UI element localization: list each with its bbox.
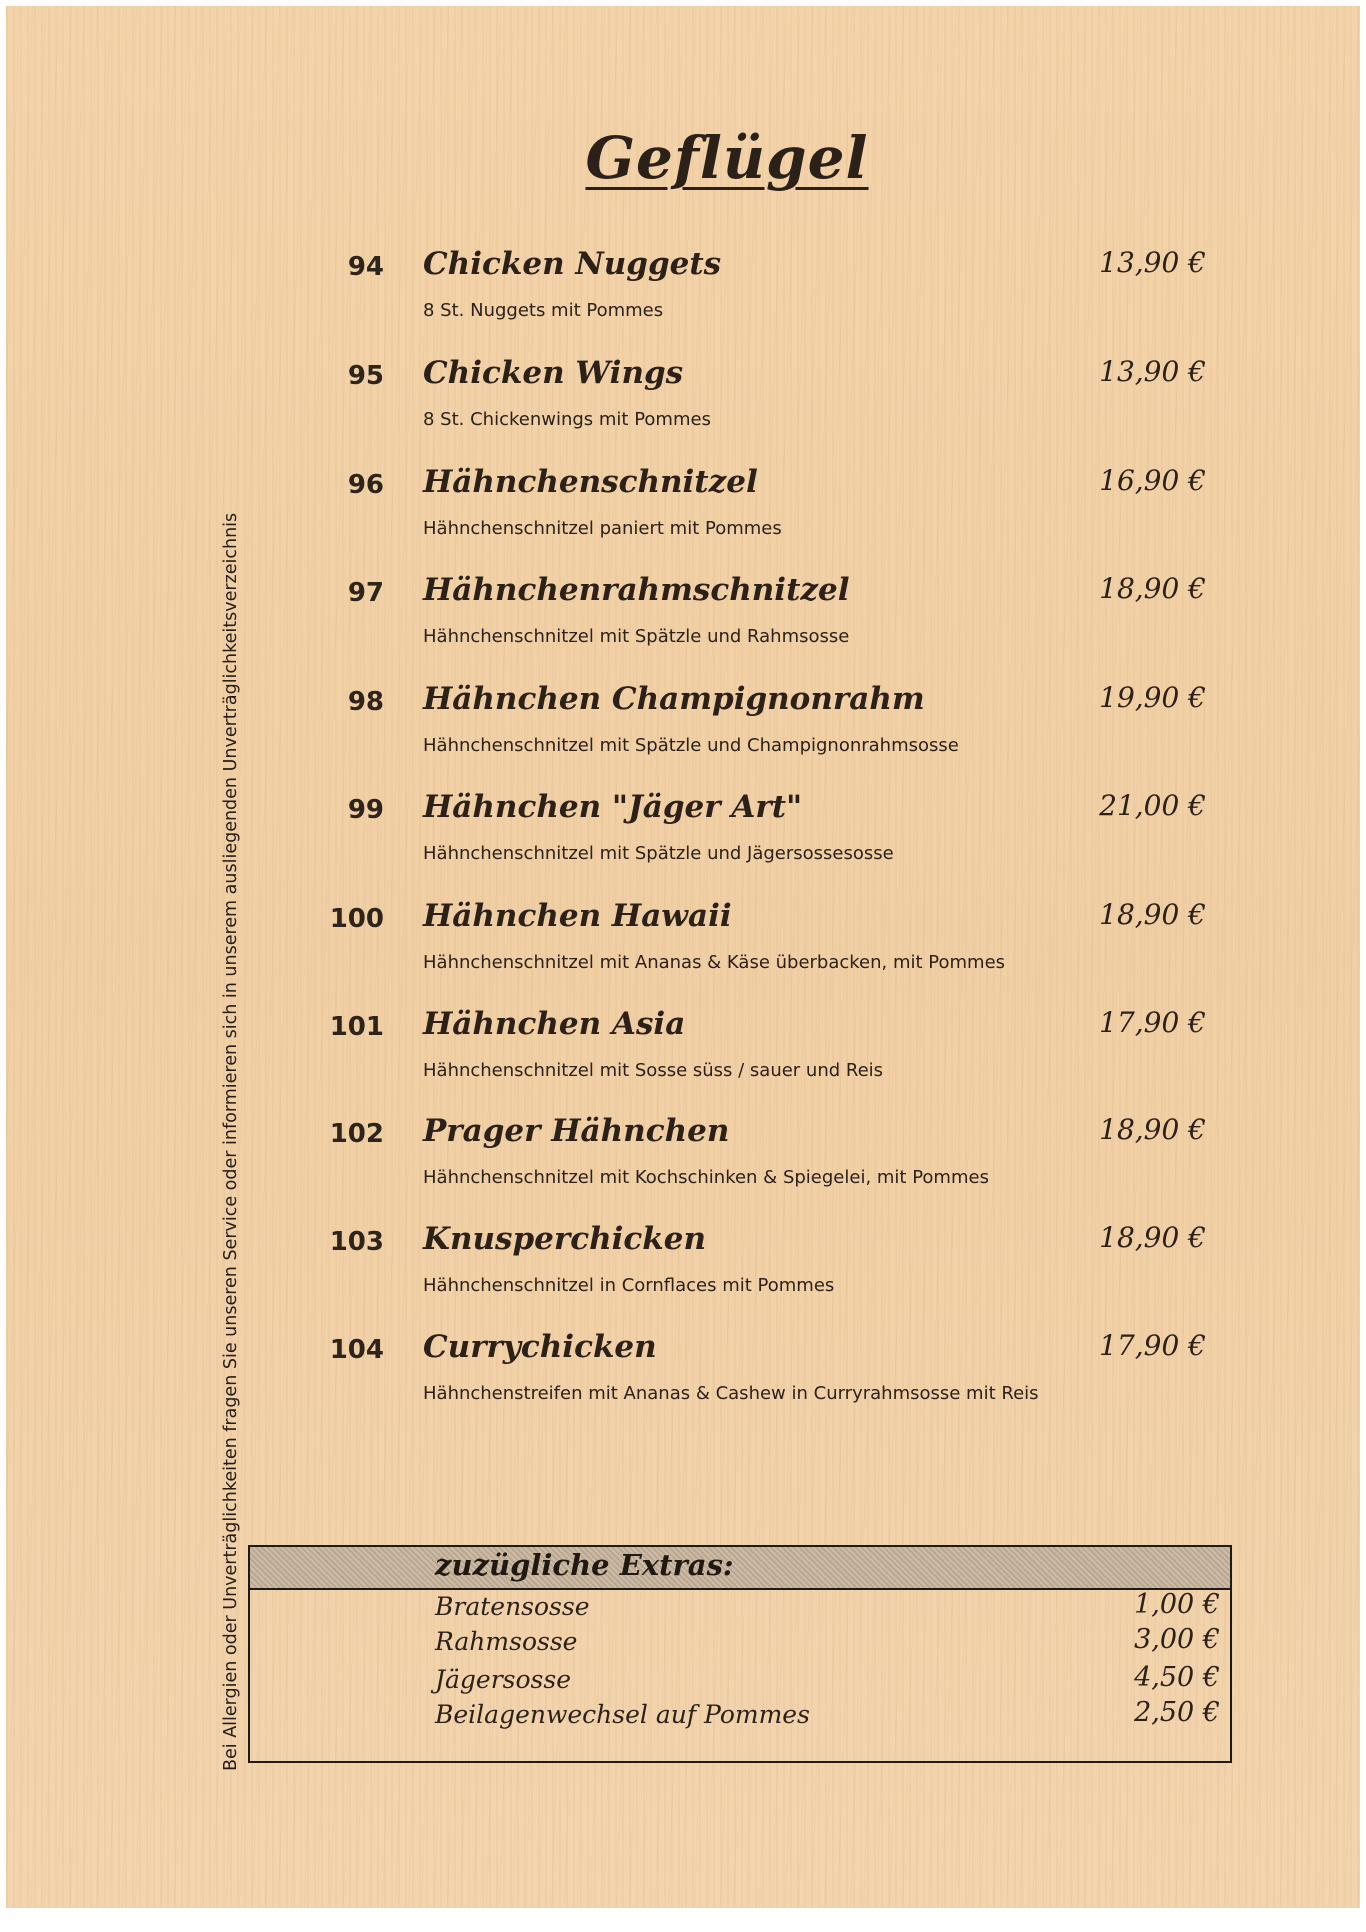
item-number: 95 xyxy=(347,361,384,391)
menu-item xyxy=(6,681,1366,781)
item-name: Currychicken xyxy=(423,1329,657,1365)
item-price: 17,90 € xyxy=(1099,1329,1206,1362)
menu-item xyxy=(6,355,1366,455)
extra-name: Rahmsosse xyxy=(435,1627,578,1656)
page-title: Geflügel xyxy=(585,124,869,192)
item-name: Hähnchen Asia xyxy=(423,1006,686,1042)
item-number: 102 xyxy=(329,1119,384,1149)
item-number: 101 xyxy=(329,1012,384,1042)
extra-price: 4,50 € xyxy=(1134,1662,1220,1693)
menu-item xyxy=(6,1329,1366,1459)
item-name: Hähnchenschnitzel xyxy=(423,464,758,500)
item-description: Hähnchenschnitzel mit Kochschinken & Spiegelei, mit Pommes xyxy=(423,1167,989,1188)
extra-row xyxy=(250,1697,1230,1736)
item-price: 18,90 € xyxy=(1099,1221,1206,1254)
item-price: 21,00 € xyxy=(1099,789,1206,822)
item-price: 19,90 € xyxy=(1099,681,1206,714)
menu-item xyxy=(6,1006,1366,1106)
item-number: 98 xyxy=(347,687,384,717)
item-description: 8 St. Nuggets mit Pommes xyxy=(423,300,664,321)
extra-name: Jägersosse xyxy=(435,1665,572,1694)
item-description: Hähnchenschnitzel mit Spätzle und Rahmsosse xyxy=(423,626,850,647)
menu-item xyxy=(6,464,1366,564)
extra-price: 2,50 € xyxy=(1134,1697,1220,1728)
item-name: Knusperchicken xyxy=(423,1221,707,1257)
item-description: Hähnchenschnitzel in Cornflaces mit Pommes xyxy=(423,1275,835,1296)
item-description: Hähnchenschnitzel mit Ananas & Käse überbacken, mit Pommes xyxy=(423,952,1006,973)
extras-box xyxy=(248,1545,1232,1763)
item-description: Hähnchenschnitzel mit Sosse süss / sauer und Reis xyxy=(423,1060,884,1081)
item-number: 96 xyxy=(347,470,384,500)
item-number: 104 xyxy=(329,1335,384,1365)
item-description: Hähnchenstreifen mit Ananas & Cashew in Curryrahmsosse mit Reis xyxy=(423,1383,1039,1404)
extra-row xyxy=(250,1662,1230,1701)
menu-item xyxy=(6,1221,1366,1321)
extras-title: zuzügliche Extras: xyxy=(435,1548,734,1582)
item-price: 13,90 € xyxy=(1099,246,1206,279)
extra-name: Beilagenwechsel auf Pommes xyxy=(435,1700,810,1729)
extra-price: 1,00 € xyxy=(1134,1589,1220,1620)
item-name: Hähnchenrahmschnitzel xyxy=(423,572,850,608)
item-number: 100 xyxy=(329,904,384,934)
allergy-note: Bei Allergien oder Unverträglichkeiten fragen Sie unseren Service oder informieren sich in unserem ausliegenden Unverträglichkeitsverzeichnis xyxy=(221,512,241,1771)
item-name: Hähnchen Champignonrahm xyxy=(423,681,925,717)
extras-header xyxy=(250,1547,1230,1590)
extra-row xyxy=(250,1589,1230,1628)
extra-name: Bratensosse xyxy=(435,1592,590,1621)
item-description: 8 St. Chickenwings mit Pommes xyxy=(423,409,711,430)
item-description: Hähnchenschnitzel mit Spätzle und Champignonrahmsosse xyxy=(423,735,959,756)
item-name: Prager Hähnchen xyxy=(423,1113,730,1149)
menu-item xyxy=(6,789,1366,889)
item-price: 18,90 € xyxy=(1099,1113,1206,1146)
item-name: Chicken Nuggets xyxy=(423,246,722,282)
item-name: Hähnchen "Jäger Art" xyxy=(423,789,803,825)
item-description: Hähnchenschnitzel mit Spätzle und Jägersossesosse xyxy=(423,843,894,864)
extra-price: 3,00 € xyxy=(1134,1624,1220,1655)
item-price: 18,90 € xyxy=(1099,898,1206,931)
item-price: 13,90 € xyxy=(1099,355,1206,388)
item-name: Hähnchen Hawaii xyxy=(423,898,732,934)
item-number: 103 xyxy=(329,1227,384,1257)
item-price: 16,90 € xyxy=(1099,464,1206,497)
item-description: Hähnchenschnitzel paniert mit Pommes xyxy=(423,518,782,539)
extra-row xyxy=(250,1624,1230,1663)
menu-item xyxy=(6,898,1366,998)
menu-item xyxy=(6,572,1366,672)
item-number: 99 xyxy=(347,795,384,825)
menu-page xyxy=(6,6,1360,1908)
item-price: 18,90 € xyxy=(1099,572,1206,605)
item-price: 17,90 € xyxy=(1099,1006,1206,1039)
item-name: Chicken Wings xyxy=(423,355,684,391)
menu-item xyxy=(6,1113,1366,1213)
item-number: 97 xyxy=(347,578,384,608)
item-number: 94 xyxy=(347,252,384,282)
menu-item xyxy=(6,246,1366,346)
